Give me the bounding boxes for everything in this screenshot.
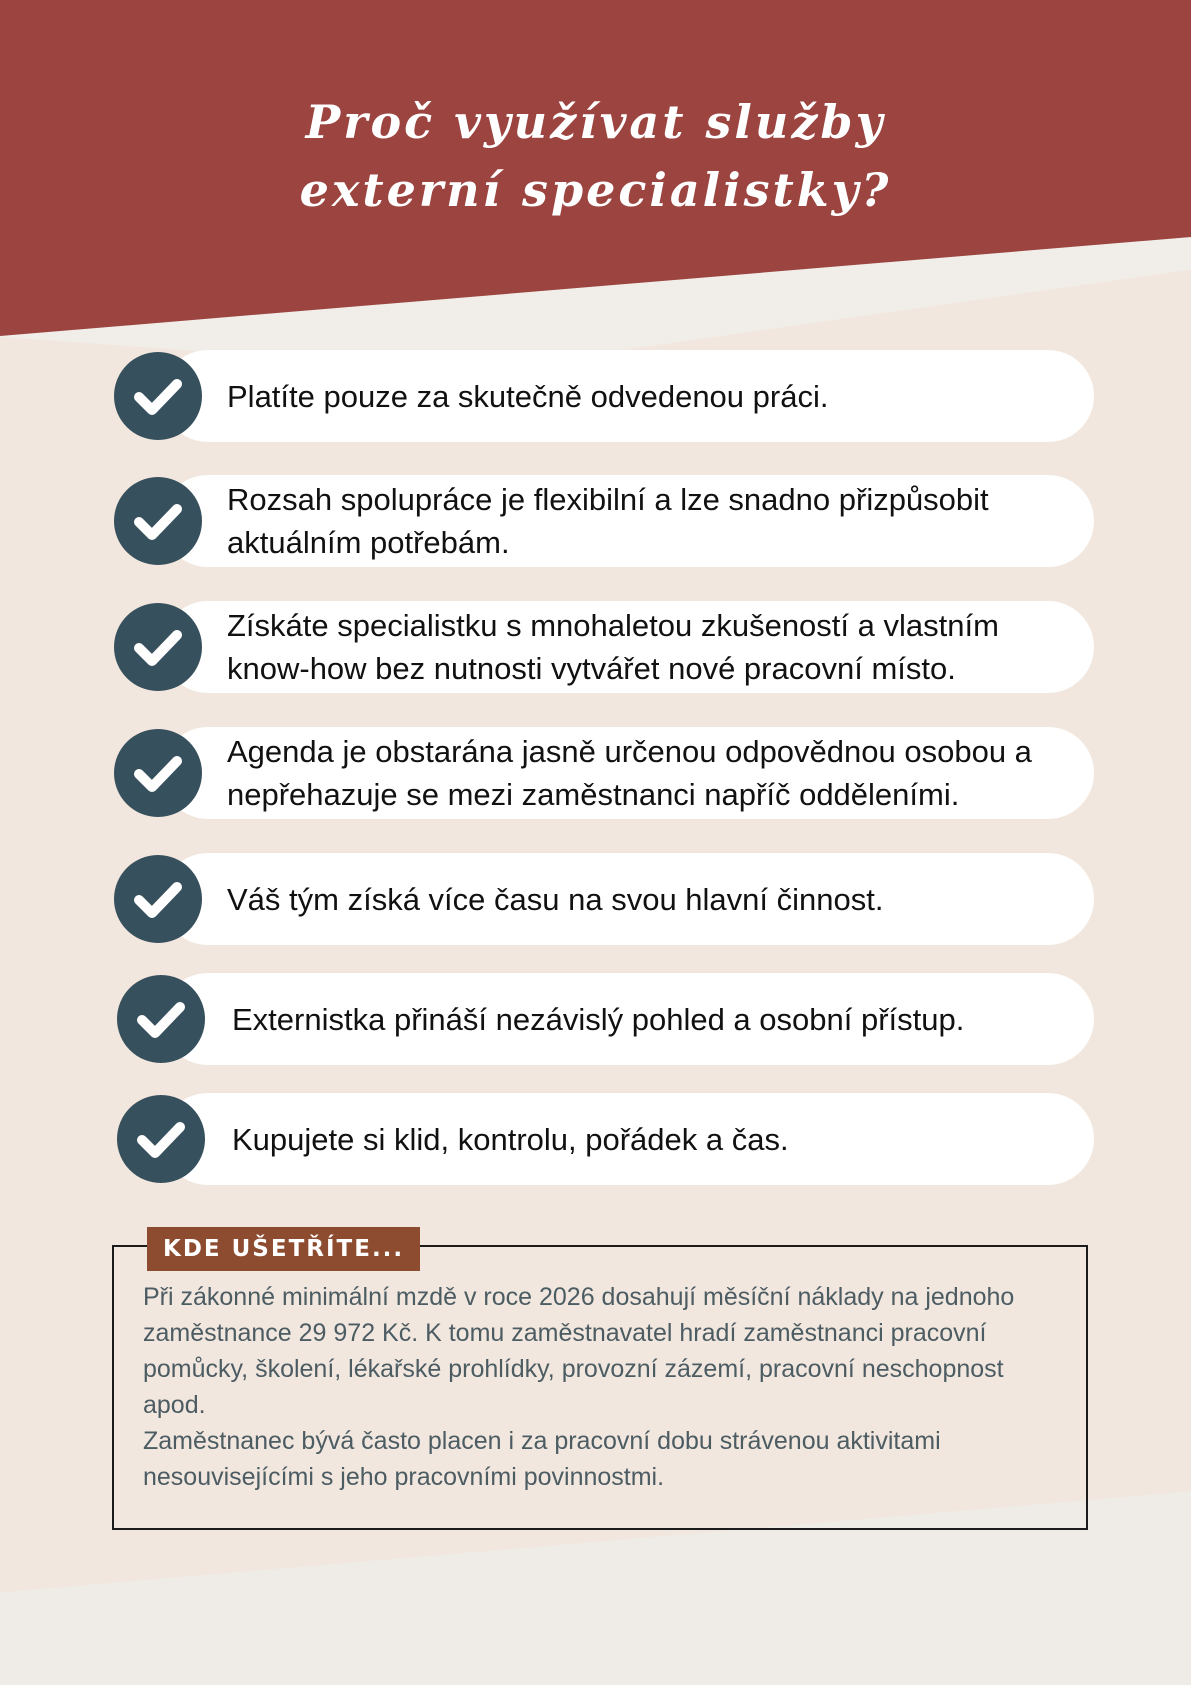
benefit-item bbox=[117, 1093, 1094, 1185]
title-line-2: externí specialistky? bbox=[299, 163, 892, 217]
savings-paragraph: Při zákonné minimální mzdě v roce 2026 dosahují měsíční náklady na jednoho zaměstnance 29 972 Kč. K tomu zaměstnavatel hradí zaměstnanci pracovní pomůcky, školení, lékařské prohlídky, provozní zázemí, pracovní neschopnost apod. bbox=[143, 1283, 1015, 1419]
savings-label: KDE UŠETŘÍTE... bbox=[147, 1227, 420, 1271]
benefit-text: Získáte specialistku s mnohaletou zkušeností a vlastním know-how bez nutnosti vytvářet nové pracovní místo. bbox=[227, 608, 999, 686]
benefit-item bbox=[114, 475, 1094, 567]
page-title bbox=[0, 88, 1191, 224]
savings-text bbox=[143, 1279, 1063, 1495]
benefit-text: Rozsah spolupráce je flexibilní a lze snadno přizpůsobit aktuálním potřebám. bbox=[227, 482, 989, 560]
check-icon bbox=[117, 1095, 205, 1183]
benefit-text: Platíte pouze za skutečně odvedenou práci. bbox=[227, 378, 829, 414]
check-icon bbox=[114, 855, 202, 943]
check-icon bbox=[114, 352, 202, 440]
benefit-text: Kupujete si klid, kontrolu, pořádek a čas. bbox=[232, 1121, 789, 1157]
check-icon bbox=[114, 603, 202, 691]
benefit-item bbox=[117, 973, 1094, 1065]
title-line-1: Proč využívat služby bbox=[305, 95, 886, 149]
benefit-item bbox=[114, 853, 1094, 945]
benefit-item bbox=[114, 727, 1094, 819]
savings-paragraph: Zaměstnanec bývá často placen i za pracovní dobu strávenou aktivitami nesouvisejícími s jeho pracovními povinnostmi. bbox=[143, 1427, 941, 1491]
benefit-item bbox=[114, 350, 1094, 442]
check-icon bbox=[117, 975, 205, 1063]
benefit-text: Váš tým získá více času na svou hlavní činnost. bbox=[227, 881, 884, 917]
benefit-item bbox=[114, 601, 1094, 693]
check-icon bbox=[114, 477, 202, 565]
benefit-text: Agenda je obstarána jasně určenou odpovědnou osobou a nepřehazuje se mezi zaměstnanci napříč odděleními. bbox=[227, 734, 1032, 812]
benefit-text: Externistka přináší nezávislý pohled a osobní přístup. bbox=[232, 1001, 965, 1037]
check-icon bbox=[114, 729, 202, 817]
